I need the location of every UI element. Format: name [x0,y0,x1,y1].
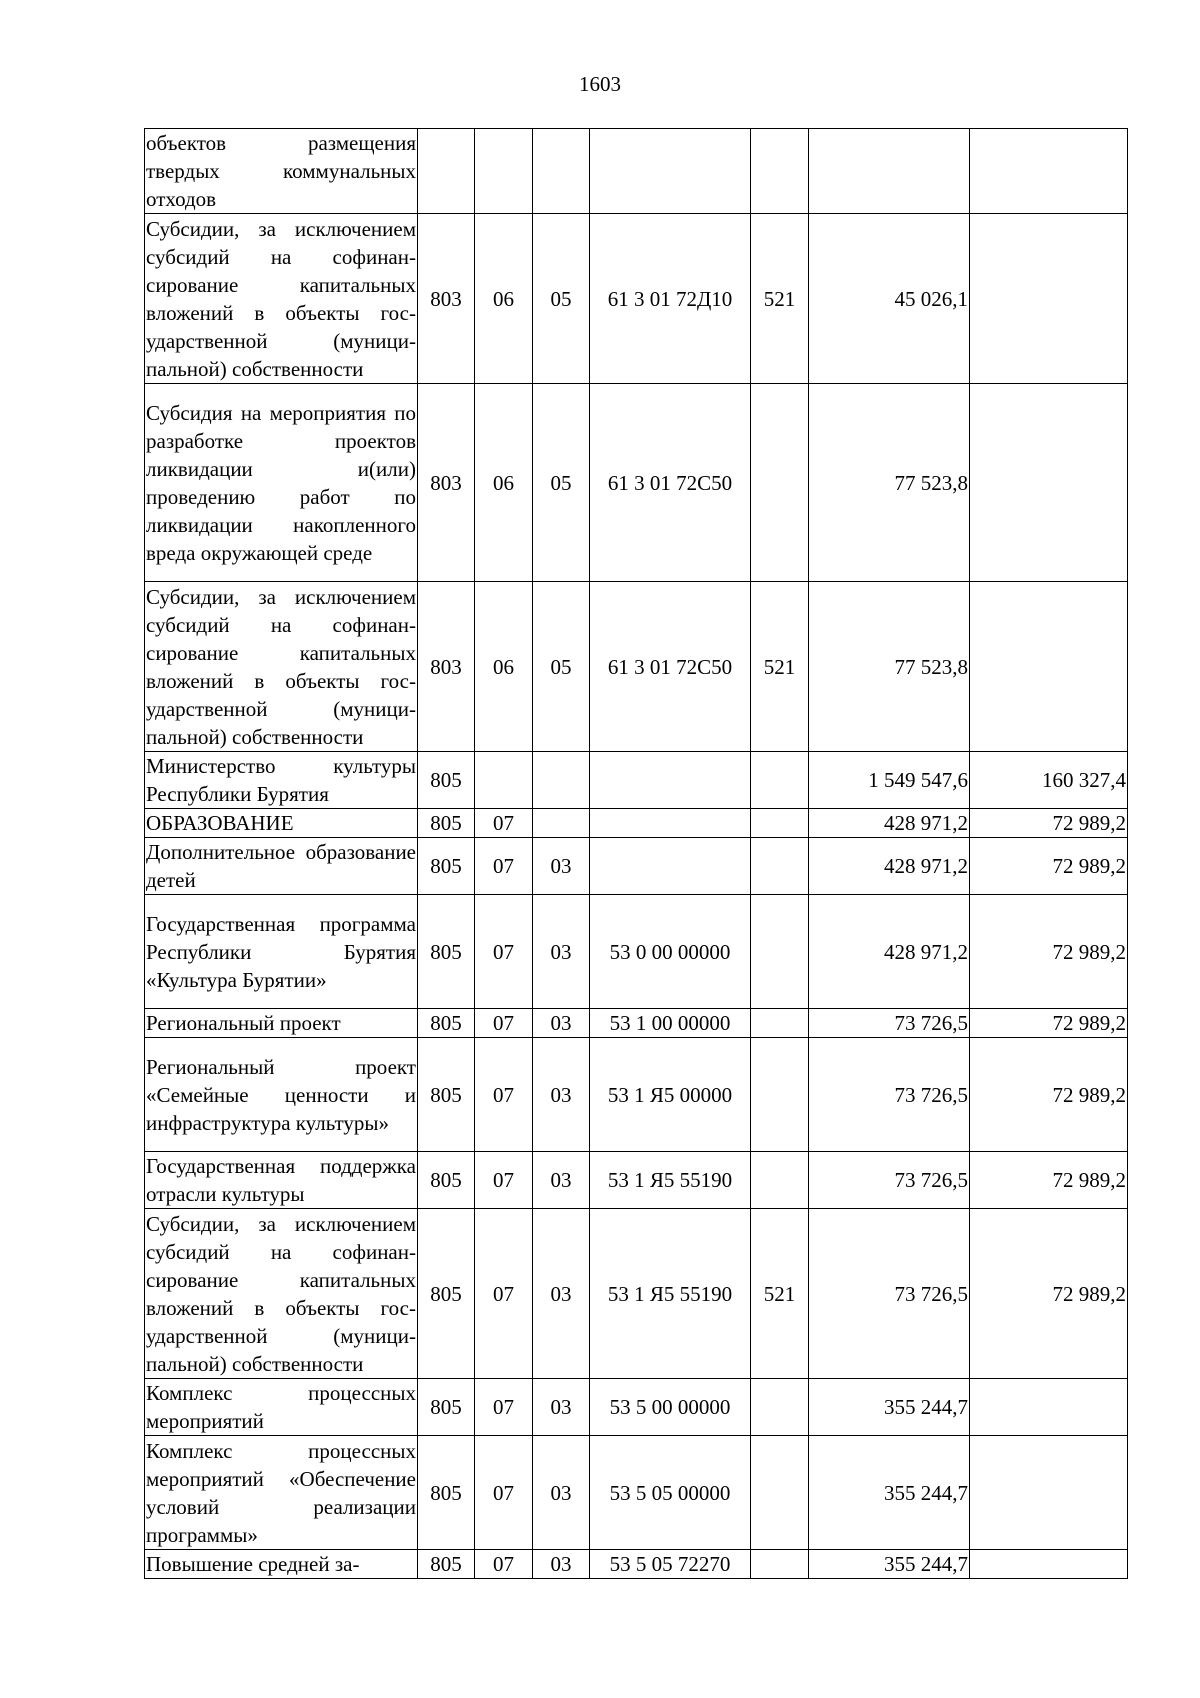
budget-table [144,128,1128,1579]
row-csr: 53 1 00 00000 [590,1009,751,1038]
row-name: Государственная программа Республики Бурятия «Культура Бурятии» [145,895,418,1009]
row-csr: 53 1 Я5 55190 [590,1152,751,1209]
row-pr: 05 [533,582,590,752]
row-pr: 03 [533,1038,590,1152]
row-name: объектов размещения твердых коммунальных отходов [145,129,418,214]
row-csr: 53 5 05 72270 [590,1550,751,1579]
row-vr [751,384,809,582]
row-rz: 06 [475,582,533,752]
row-sum2 [970,1436,1128,1550]
row-sum2: 72 989,2 [970,1209,1128,1379]
row-gr: 805 [418,1038,475,1152]
row-sum2: 72 989,2 [970,838,1128,895]
row-sum1: 73 726,5 [809,1009,970,1038]
row-gr: 805 [418,809,475,838]
row-gr: 805 [418,1152,475,1209]
row-sum1: 355 244,7 [809,1379,970,1436]
table-row [145,1379,1128,1436]
row-vr: 521 [751,582,809,752]
row-csr [590,129,751,214]
row-vr [751,809,809,838]
row-csr: 53 1 Я5 00000 [590,1038,751,1152]
row-pr: 03 [533,1379,590,1436]
table-row [145,214,1128,384]
row-sum1: 73 726,5 [809,1209,970,1379]
row-csr: 61 3 01 72Д10 [590,214,751,384]
row-rz: 07 [475,1436,533,1550]
row-sum1: 77 523,8 [809,582,970,752]
table-row [145,1009,1128,1038]
row-name: Комплекс процессных мероприятий «Обеспечение условий реализации программы» [145,1436,418,1550]
row-gr: 803 [418,582,475,752]
row-sum1: 355 244,7 [809,1550,970,1579]
row-pr [533,129,590,214]
row-sum1: 428 971,2 [809,838,970,895]
row-vr [751,752,809,809]
row-sum1: 1 549 547,6 [809,752,970,809]
table-row [145,1550,1128,1579]
table-row [145,1436,1128,1550]
row-rz: 07 [475,1209,533,1379]
row-name: Субсидии, за исключением субсидий на софинансирование капитальных вложений в объекты государственной (муниципальной) собственности [145,582,418,752]
row-rz: 06 [475,214,533,384]
row-sum1: 73 726,5 [809,1152,970,1209]
table-row [145,1209,1128,1379]
row-rz: 07 [475,809,533,838]
row-sum1: 428 971,2 [809,895,970,1009]
row-vr: 521 [751,214,809,384]
row-csr: 61 3 01 72С50 [590,384,751,582]
row-pr [533,752,590,809]
table-row [145,752,1128,809]
row-sum2 [970,1550,1128,1579]
row-vr [751,895,809,1009]
row-vr [751,1436,809,1550]
row-csr: 53 5 00 00000 [590,1379,751,1436]
row-sum1: 73 726,5 [809,1038,970,1152]
row-rz: 06 [475,384,533,582]
row-rz [475,752,533,809]
row-name: Региональный проект [145,1009,418,1038]
row-pr: 03 [533,838,590,895]
row-gr: 805 [418,1436,475,1550]
row-gr: 805 [418,1379,475,1436]
row-pr: 03 [533,1436,590,1550]
row-pr: 05 [533,384,590,582]
row-csr: 61 3 01 72С50 [590,582,751,752]
row-vr [751,1038,809,1152]
row-pr: 05 [533,214,590,384]
row-sum1: 77 523,8 [809,384,970,582]
row-rz [475,129,533,214]
row-rz: 07 [475,1379,533,1436]
row-sum2: 160 327,4 [970,752,1128,809]
row-sum2: 72 989,2 [970,895,1128,1009]
row-vr [751,838,809,895]
row-gr: 803 [418,214,475,384]
row-sum2: 72 989,2 [970,1038,1128,1152]
row-gr: 805 [418,1550,475,1579]
row-gr: 805 [418,895,475,1009]
table-row [145,809,1128,838]
row-vr [751,1550,809,1579]
row-gr [418,129,475,214]
row-sum1: 355 244,7 [809,1436,970,1550]
row-sum2 [970,384,1128,582]
row-vr [751,1379,809,1436]
row-pr: 03 [533,1152,590,1209]
row-name: Субсидия на мероприятия по разработке проектов ликвидации и(или) проведению работ по ликвидации накопленного вреда окружающей среде [145,384,418,582]
row-rz: 07 [475,1550,533,1579]
row-pr: 03 [533,1009,590,1038]
row-rz: 07 [475,838,533,895]
row-sum2: 72 989,2 [970,1009,1128,1038]
row-sum2: 72 989,2 [970,809,1128,838]
row-sum1: 45 026,1 [809,214,970,384]
row-vr [751,1152,809,1209]
row-gr: 805 [418,838,475,895]
row-csr: 53 5 05 00000 [590,1436,751,1550]
row-rz: 07 [475,1009,533,1038]
table-row [145,384,1128,582]
row-name: Государственная поддержка отрасли культуры [145,1152,418,1209]
budget-table-body [145,129,1128,1579]
row-rz: 07 [475,1152,533,1209]
row-name: Региональный проект «Семейные ценности и инфраструктура культуры» [145,1038,418,1152]
row-name: Повышение средней за- [145,1550,418,1579]
row-name: Дополнительное образование детей [145,838,418,895]
row-sum2 [970,129,1128,214]
table-row [145,1152,1128,1209]
row-name: ОБРАЗОВАНИЕ [145,809,418,838]
row-pr: 03 [533,895,590,1009]
row-rz: 07 [475,1038,533,1152]
row-pr: 03 [533,1209,590,1379]
row-name: Субсидии, за исключением субсидий на софинансирование капитальных вложений в объекты государственной (муниципальной) собственности [145,1209,418,1379]
row-rz: 07 [475,895,533,1009]
table-row [145,1038,1128,1152]
row-name: Министерство культуры Республики Бурятия [145,752,418,809]
row-pr [533,809,590,838]
row-gr: 805 [418,1209,475,1379]
table-row [145,895,1128,1009]
row-name: Комплекс процессных мероприятий [145,1379,418,1436]
row-sum1: 428 971,2 [809,809,970,838]
row-sum2 [970,582,1128,752]
table-row [145,838,1128,895]
table-row [145,129,1128,214]
row-sum2 [970,1379,1128,1436]
row-csr: 53 1 Я5 55190 [590,1209,751,1379]
row-csr [590,752,751,809]
row-csr: 53 0 00 00000 [590,895,751,1009]
row-gr: 805 [418,752,475,809]
row-gr: 805 [418,1009,475,1038]
row-name: Субсидии, за исключением субсидий на софинансирование капитальных вложений в объекты государственной (муниципальной) собственности [145,214,418,384]
row-csr [590,838,751,895]
page-number: 1603 [579,72,621,96]
row-pr: 03 [533,1550,590,1579]
row-vr [751,129,809,214]
row-sum2 [970,214,1128,384]
row-sum1 [809,129,970,214]
row-vr: 521 [751,1209,809,1379]
row-csr [590,809,751,838]
row-vr [751,1009,809,1038]
row-gr: 803 [418,384,475,582]
table-row [145,582,1128,752]
row-sum2: 72 989,2 [970,1152,1128,1209]
